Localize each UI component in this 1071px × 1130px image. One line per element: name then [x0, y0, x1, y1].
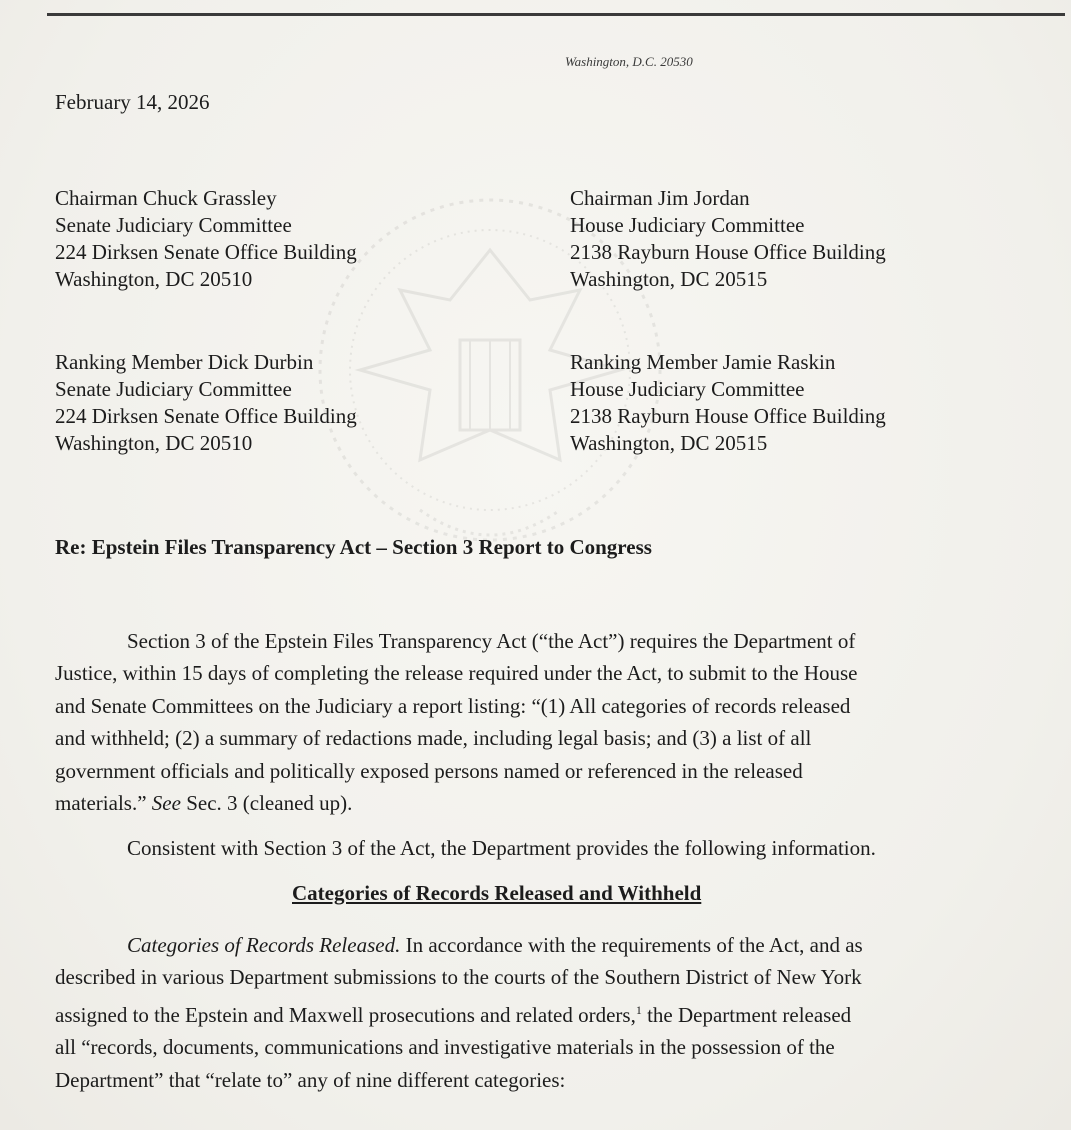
letterhead-location: Washington, D.C. 20530: [565, 54, 693, 69]
addressee-durbin: [55, 349, 357, 457]
addressee-committee: Senate Judiciary Committee: [55, 213, 292, 237]
citation: Sec. 3 (cleaned up).: [186, 791, 353, 816]
paragraph-text: In accordance with the requirements of the Act, and as: [405, 933, 863, 957]
paragraph-section3-requirements: [55, 625, 857, 819]
subject-line: Re: Epstein Files Transparency Act – Section 3 Report to Congress: [55, 535, 652, 559]
addressee-building: 224 Dirksen Senate Office Building: [55, 404, 357, 428]
footnote-reference[interactable]: 1: [635, 1002, 642, 1017]
addressee-jordan: [570, 185, 886, 293]
see-signal: See: [151, 791, 181, 816]
addressee-building: 2138 Rayburn House Office Building: [570, 240, 886, 264]
paragraph-line: and Senate Committees on the Judiciary a report listing: “(1) All categories of records released: [55, 693, 851, 718]
letter-date: February 14, 2026: [55, 90, 210, 114]
quote-end: materials.”: [55, 791, 147, 816]
paragraph-line: [55, 929, 863, 961]
addressee-committee: Senate Judiciary Committee: [55, 377, 292, 401]
addressee-city: Washington, DC 20515: [570, 431, 768, 455]
paragraph-line: and withheld; (2) a summary of redactions made, including legal basis; and (3) a list of all: [55, 726, 812, 751]
addressee-building: 224 Dirksen Senate Office Building: [55, 240, 357, 264]
addressee-city: Washington, DC 20510: [55, 431, 253, 455]
paragraph-text: assigned to the Epstein and Maxwell prosecutions and related orders,: [55, 1002, 636, 1027]
addressee-grassley: [55, 185, 357, 293]
paragraph-line: [55, 994, 863, 1031]
addressee-city: Washington, DC 20510: [55, 267, 253, 291]
section-heading: Categories of Records Released and Withheld: [292, 881, 702, 905]
paragraph-line: [55, 787, 857, 819]
addressee-raskin: [570, 349, 886, 457]
paragraph-line: Section 3 of the Epstein Files Transparency Act (“the Act”) requires the Department of: [127, 629, 856, 653]
letterhead-rule: [47, 13, 1065, 16]
paragraph-consistent: [55, 832, 876, 864]
paragraph-lead-in: Categories of Records Released.: [127, 933, 401, 957]
addressee-name: Chairman Jim Jordan: [570, 186, 750, 210]
addressee-building: 2138 Rayburn House Office Building: [570, 404, 886, 428]
paragraph-records-released: [55, 929, 863, 1096]
paragraph-line: Department” that “relate to” any of nine different categories:: [55, 1067, 566, 1092]
paragraph-line: Consistent with Section 3 of the Act, the Department provides the following information.: [127, 836, 876, 860]
paragraph-line: described in various Department submissions to the courts of the Southern District of New York: [55, 965, 862, 990]
paragraph-line: Justice, within 15 days of completing the release required under the Act, to submit to the House: [55, 661, 858, 686]
addressee-name: Ranking Member Dick Durbin: [55, 350, 314, 374]
paragraph-line: government officials and politically exposed persons named or referenced in the released: [55, 758, 803, 783]
addressee-name: Ranking Member Jamie Raskin: [570, 350, 836, 374]
addressee-committee: House Judiciary Committee: [570, 213, 805, 237]
addressee-name: Chairman Chuck Grassley: [55, 186, 277, 210]
addressee-committee: House Judiciary Committee: [570, 377, 805, 401]
addressee-city: Washington, DC 20515: [570, 267, 768, 291]
paragraph-line: all “records, documents, communications and investigative materials in the possession of the: [55, 1035, 835, 1060]
paragraph-text: the Department released: [647, 1002, 852, 1027]
